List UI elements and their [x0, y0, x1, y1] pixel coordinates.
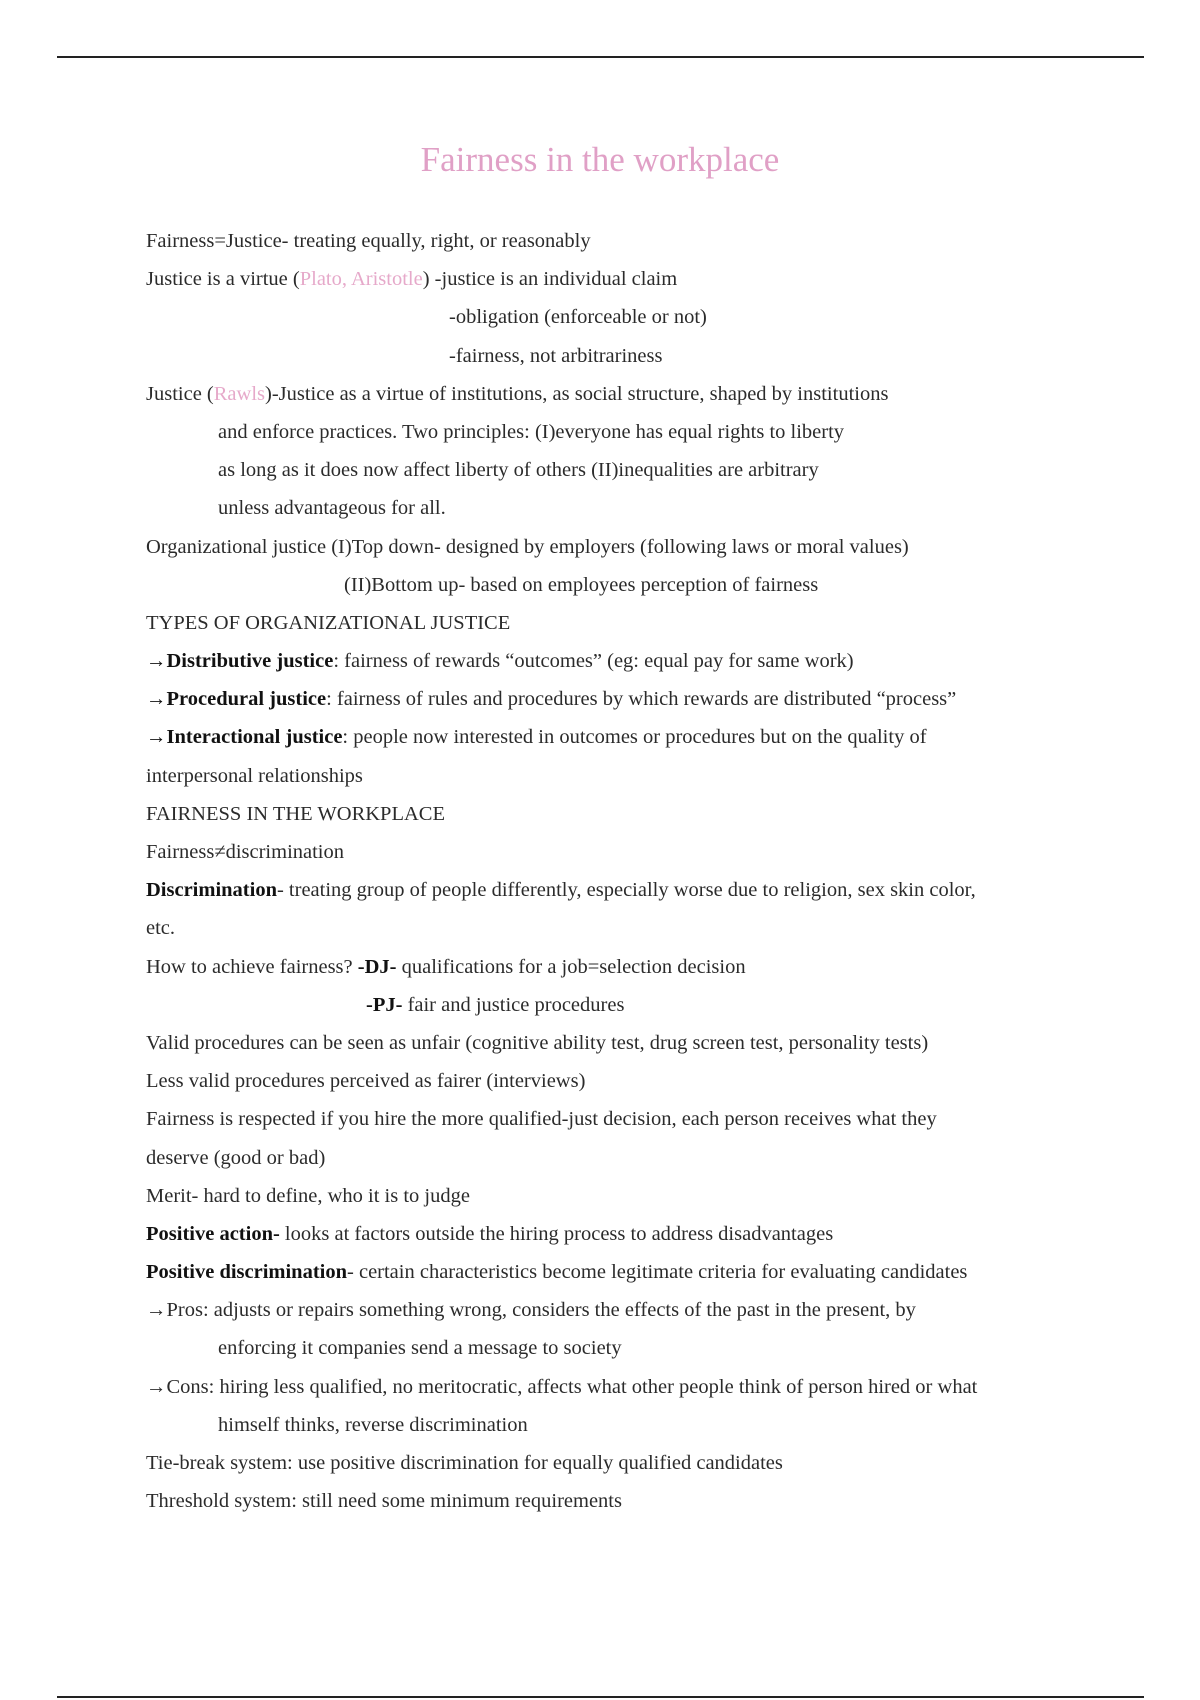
text: )-Justice as a virtue of institutions, as social structure, shaped by institutions: [265, 382, 889, 405]
highlighted-name: Rawls: [213, 382, 265, 405]
text-line: [146, 1448, 1106, 1486]
document-body: [146, 226, 1106, 1524]
text: →Pros: adjusts or repairs something wrong, considers the effects of the past in the present, by: [146, 1299, 916, 1322]
text: unless advantageous for all.: [218, 497, 446, 520]
text: deserve (good or bad): [146, 1146, 326, 1169]
text: Fairness is respected if you hire the more qualified-just decision, each person receives what they: [146, 1108, 937, 1131]
text-line: [146, 761, 1106, 799]
bold-term: →Interactional justice: [146, 726, 343, 749]
text: himself thinks, reverse discrimination: [218, 1413, 528, 1436]
text: enforcing it companies send a message to society: [218, 1337, 622, 1360]
text: : people now interested in outcomes or procedures but on the quality of: [342, 726, 927, 749]
text: -fairness, not arbitrariness: [449, 344, 663, 367]
text-line: [146, 837, 1106, 875]
bold-term: Positive action-: [146, 1222, 280, 1245]
text: Threshold system: still need some minimum requirements: [146, 1490, 622, 1513]
text-line: [146, 341, 1106, 379]
text: and enforce practices. Two principles: (I)everyone has equal rights to liberty: [218, 420, 845, 443]
text: Valid procedures can be seen as unfair (cognitive ability test, drug screen test, personality tests): [146, 1031, 929, 1054]
text-line: [146, 722, 1106, 760]
bold-term: -DJ-: [357, 955, 397, 978]
text-line: [146, 455, 1106, 493]
text-line: [146, 570, 1106, 608]
text: Tie-break system: use positive discrimination for equally qualified candidates: [146, 1452, 783, 1474]
document-title: Fairness in the workplace: [420, 140, 780, 179]
text: Fairness≠discrimination: [146, 841, 345, 863]
text: -obligation (enforceable or not): [449, 306, 707, 329]
bold-term: Discrimination: [146, 879, 277, 902]
text-line: [146, 1028, 1106, 1066]
text: Merit- hard to define, who it is to judge: [146, 1184, 470, 1207]
section-heading: [146, 799, 1106, 837]
text-line: [146, 913, 1106, 951]
text: FAIRNESS IN THE WORKPLACE: [146, 802, 445, 825]
text: How to achieve fairness?: [146, 955, 358, 978]
text: qualifications for a job=selection decision: [396, 955, 746, 978]
text: ) -justice is an individual claim: [422, 268, 678, 291]
section-heading: [146, 608, 1106, 646]
text-line: [146, 1333, 1106, 1371]
text-line: [146, 1066, 1106, 1104]
text-line: [146, 1104, 1106, 1142]
text: : fairness of rules and procedures by which rewards are distributed “process”: [326, 688, 957, 711]
text: - certain characteristics become legitimate criteria for evaluating candidates: [347, 1261, 968, 1284]
bottom-rule: [57, 1696, 1144, 1698]
text-line: [146, 1257, 1106, 1295]
text-line: [146, 684, 1106, 722]
text: Fairness=Justice- treating equally, right, or reasonably: [146, 230, 591, 252]
text: Justice is a virtue (: [146, 268, 300, 291]
text-line: [146, 1219, 1106, 1257]
top-rule: [57, 56, 1144, 58]
text: Less valid procedures perceived as fairer (interviews): [146, 1070, 586, 1093]
bold-term: Positive discrimination: [146, 1261, 348, 1284]
text-line: [146, 952, 1106, 990]
text: looks at factors outside the hiring process to address disadvantages: [279, 1222, 834, 1245]
text: as long as it does now affect liberty of others (II)inequalities are arbitrary: [218, 459, 819, 482]
text-line: [146, 1486, 1106, 1524]
text: : fairness of rewards “outcomes” (eg: equal pay for same work): [333, 650, 854, 673]
text: interpersonal relationships: [146, 764, 363, 787]
text-line: [146, 379, 1106, 417]
text-line: [146, 1295, 1106, 1333]
bold-term: -PJ-: [366, 993, 403, 1016]
highlighted-name: Plato, Aristotle: [299, 268, 423, 291]
text: →Cons: hiring less qualified, no meritocratic, affects what other people think of person hired or what: [146, 1375, 978, 1398]
text-line: [146, 1181, 1106, 1219]
text-line: [146, 990, 1106, 1028]
text-line: [146, 302, 1106, 340]
text-line: [146, 226, 1106, 264]
text: Organizational justice (I)Top down- designed by employers (following laws or moral values): [146, 535, 909, 558]
text-line: [146, 493, 1106, 531]
bold-term: →Procedural justice: [146, 688, 327, 711]
text-line: [146, 417, 1106, 455]
text: TYPES OF ORGANIZATIONAL JUSTICE: [146, 611, 511, 634]
text: etc.: [146, 917, 176, 940]
bold-term: →Distributive justice: [146, 650, 334, 673]
text-line: [146, 1410, 1106, 1448]
text: fair and justice procedures: [402, 993, 625, 1016]
text-line: [146, 646, 1106, 684]
text-line: [146, 532, 1106, 570]
text: Justice (: [146, 382, 214, 405]
text-line: [146, 1143, 1106, 1181]
text: (II)Bottom up- based on employees perception of fairness: [344, 573, 819, 596]
text-line: [146, 875, 1106, 913]
text-line: [146, 264, 1106, 302]
text: - treating group of people differently, especially worse due to religion, sex skin color,: [276, 879, 976, 902]
text-line: [146, 1372, 1106, 1410]
